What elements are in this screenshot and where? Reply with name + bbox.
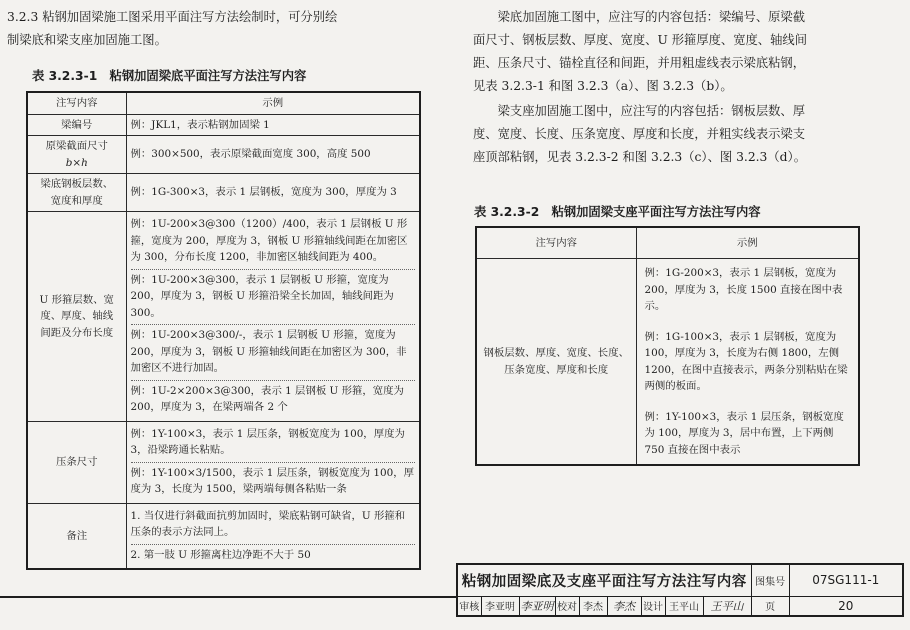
checker-name: 李杰 — [579, 596, 607, 616]
p1-line: 见表 3.2.3-1 和图 3.2.3（a）、图 3.2.3（b）。 — [473, 79, 733, 93]
table-2-label: 钢板层数、厚度、宽度、长度、压条宽度、厚度和长度 — [476, 259, 636, 466]
table-1-header-label: 注写内容 — [27, 92, 126, 114]
designer-signature: 王平山 — [703, 596, 751, 616]
table-1-label — [27, 136, 126, 174]
table-1-label — [27, 503, 126, 569]
checker-signature: 李杰 — [607, 596, 641, 616]
label-line: 原梁截面尺寸 — [45, 140, 108, 152]
example-text: 例：300×500，表示原梁截面宽度 300，高度 500 — [130, 148, 371, 161]
table-row — [27, 114, 420, 136]
table-1-examples — [126, 174, 420, 212]
table-1 — [26, 91, 421, 570]
table-1-examples — [126, 212, 420, 422]
table-2 — [475, 226, 860, 466]
p2-line: 梁支座加固施工图中，应注写的内容包括：钢板层数、厚 — [473, 104, 806, 118]
title-block — [456, 563, 904, 617]
reviewer-signature: 李亚明 — [519, 596, 555, 616]
review-label: 审核 — [457, 596, 481, 616]
table-1-caption: 表 3.2.3-1 粘钢加固梁底平面注写方法注写内容 — [32, 69, 307, 83]
atlas-number: 07SG111-1 — [789, 564, 903, 596]
example-text: 例：JKL1，表示粘钢加固梁 1 — [130, 118, 270, 131]
table-1-label — [27, 174, 126, 212]
label-line: b×h — [65, 156, 88, 169]
label-line: 梁底钢板层数、 — [40, 178, 114, 190]
table-1-examples — [126, 136, 420, 174]
example-text: 例：1Y-100×3，表示 1 层压条，钢板宽度为 100，厚度为 3，沿梁跨通长粘贴。 — [131, 424, 416, 463]
intro-line-1: 3.2.3 粘钢加固梁施工图采用平面注写方法绘制时，可分别绘 — [7, 10, 338, 24]
label-line: 梁编号 — [61, 118, 93, 131]
example-text: 例：1U-200×3@300，表示 1 层钢板 U 形箍，宽度为 200，厚度为 3，钢板 U 形箍沿梁全长加固，轴线间距为 300。 — [131, 270, 416, 326]
design-label: 设计 — [641, 596, 665, 616]
label-line: 压条尺寸 — [55, 455, 98, 468]
example-text: 例：1G-300×3，表示 1 层钢板，宽度为 300，厚度为 3 — [130, 186, 397, 199]
table-1-label — [27, 212, 126, 422]
table-row — [27, 212, 420, 422]
table-1-examples — [126, 421, 420, 503]
example-text: 例：1U-200×3@300（1200）/400，表示 1 层钢板 U 形箍，宽度为 200，厚度为 3，钢板 U 形箍轴线间距在加密区为 300，分布长度 1200，非加密区轴线间距为 400。 — [131, 214, 416, 270]
designer-name: 王平山 — [665, 596, 703, 616]
table-row — [27, 136, 420, 174]
table-1-label — [27, 421, 126, 503]
reviewer-name: 李亚明 — [481, 596, 519, 616]
table-1-header — [27, 92, 420, 114]
example-text: 例：1Y-100×3/1500，表示 1 层压条，钢板宽度为 100，厚度为 3，长度为 1500，梁两端每侧各粘贴一条 — [130, 466, 415, 495]
example-text: 例：1Y-100×3，表示 1 层压条，钢板宽度为 100，厚度为 3，居中布置，上下两侧 750 直接在图中表示 — [644, 410, 844, 456]
table-1-header-example: 示例 — [126, 92, 420, 114]
page-number: 20 — [789, 596, 903, 616]
table-1-label — [27, 114, 126, 136]
example-text: 1. 当仅进行斜截面抗剪加固时，梁底粘钢可缺省，U 形箍和压条的表示方法同上。 — [131, 506, 416, 545]
table-row — [27, 174, 420, 212]
drawing-title: 粘钢加固梁底及支座平面注写方法注写内容 — [457, 564, 751, 596]
table-row — [27, 503, 420, 569]
right-paragraph-2 — [473, 100, 806, 169]
label-line: 备注 — [66, 529, 88, 542]
page-label: 页 — [751, 596, 789, 616]
example-text: 例：1G-200×3，表示 1 层钢板，宽度为 200，厚度为 3，长度 1500 直接在图中表示。 — [644, 267, 843, 312]
table-2-examples — [636, 259, 859, 466]
label-line: 宽度和厚度 — [50, 194, 103, 207]
example-text: 2. 第一肢 U 形箍离柱边净距不大于 50 — [130, 548, 311, 561]
table-2-header-label: 注写内容 — [476, 227, 636, 259]
label-line: 度、厚度、轴线 — [40, 310, 114, 322]
p1-line: 梁底加固施工图中，应注写的内容包括：梁编号、原梁截 — [473, 10, 806, 24]
table-row — [27, 421, 420, 503]
example-text: 例：1U-200×3@300/-，表示 1 层钢板 U 形箍，宽度为 200，厚度为 3，钢板 U 形箍轴线间距在加密区为 300，非加密区不进行加固。 — [131, 325, 416, 381]
label-line: U 形箍层数、宽 — [39, 293, 114, 306]
p1-line: 距、压条尺寸、锚栓直径和间距，并用粗虚线表示梁底粘钢， — [473, 56, 806, 70]
example-text: 例：1U-2×200×3@300，表示 1 层钢板 U 形箍，宽度为 200，厚度为 3，在梁两端各 2 个 — [130, 384, 404, 413]
p2-line: 度、宽度、长度、压条宽度、厚度和长度，并粗实线表示梁支 — [473, 127, 806, 141]
check-label: 校对 — [555, 596, 579, 616]
bottom-rule — [0, 596, 456, 598]
label-line: 间距及分布长度 — [40, 326, 114, 339]
table-1-examples — [126, 114, 420, 136]
right-paragraph-1 — [473, 6, 807, 98]
table-2-header-example: 示例 — [636, 227, 859, 259]
intro-line-2: 制梁底和梁支座加固施工图。 — [7, 33, 167, 47]
p2-line: 座顶部粘钢，见表 3.2.3-2 和图 3.2.3（c）、图 3.2.3（d）。 — [473, 150, 806, 164]
table-1-examples — [126, 503, 420, 569]
table-row — [476, 259, 859, 466]
table-2-caption: 表 3.2.3-2 粘钢加固梁支座平面注写方法注写内容 — [474, 205, 761, 219]
p1-line: 面尺寸、钢板层数、厚度、宽度、U 形箍厚度、宽度、轴线间 — [473, 33, 807, 47]
table-2-header — [476, 227, 859, 259]
example-text: 例：1G-100×3，表示 1 层钢板，宽度为 100，厚度为 3，长度为右侧 1800，左侧 1200，在图中直接表示，两条分别粘贴在梁两侧的板面。 — [644, 330, 848, 392]
atlas-label: 图集号 — [751, 564, 789, 596]
